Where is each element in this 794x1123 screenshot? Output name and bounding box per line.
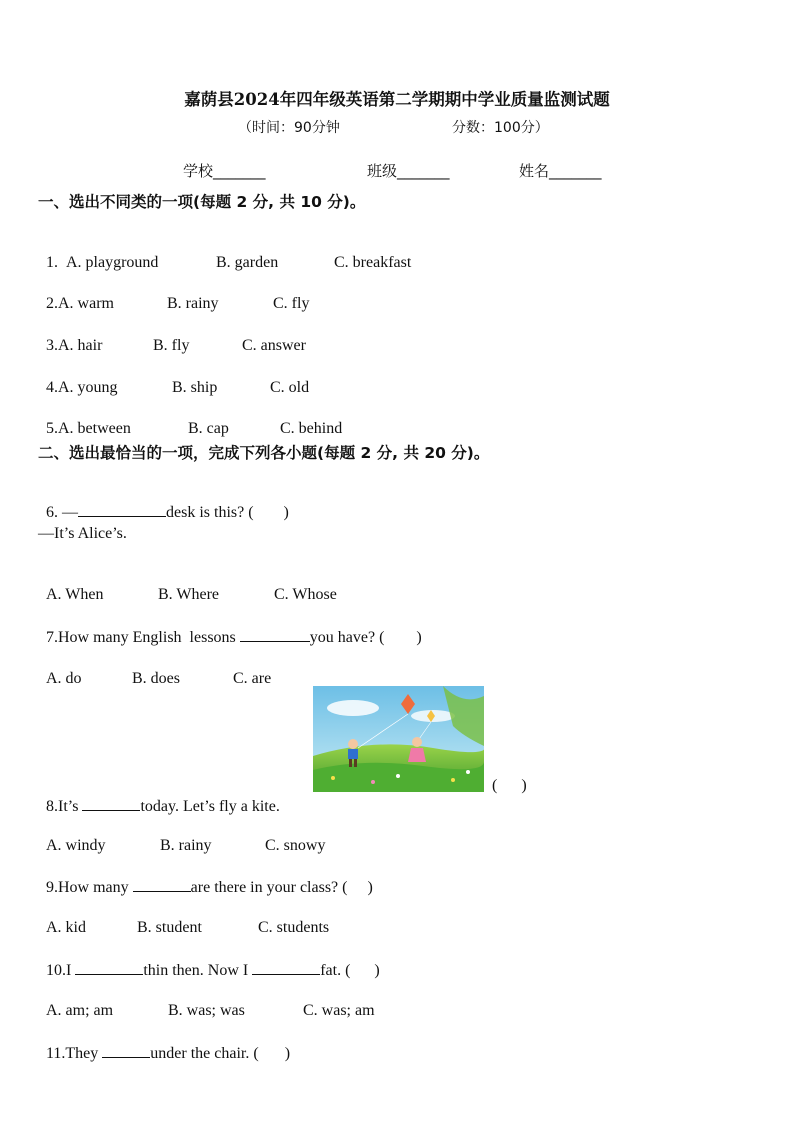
option-a: A. between [58, 420, 131, 437]
option-a: A. young [58, 379, 118, 396]
option-b: B. rainy [160, 837, 212, 854]
option-b: B. fly [153, 337, 190, 354]
question-1 [38, 233, 411, 273]
question-4 [38, 358, 309, 398]
question-5 [38, 399, 342, 439]
option-c: C. snowy [265, 837, 326, 854]
question-7 [38, 607, 422, 648]
option-c: C. answer [242, 337, 306, 354]
option-c: C. behind [280, 420, 343, 437]
stem: ) [367, 879, 373, 896]
stem: thin then. Now I [143, 962, 253, 979]
option-b: B. does [132, 670, 180, 687]
stem: under the chair. ( [150, 1045, 259, 1062]
stem: ) [374, 962, 380, 979]
answer-blank[interactable] [240, 627, 310, 642]
stem: desk is this? ( [166, 504, 254, 521]
question-9-options [38, 898, 329, 938]
stem: 6. — [46, 504, 78, 521]
q-num: 1. [46, 254, 58, 271]
option-a: A. do [46, 670, 82, 687]
option-c: C. are [233, 670, 272, 687]
answer-blank[interactable] [82, 796, 140, 811]
question-8-paren[interactable]: ( ) [492, 777, 527, 794]
exam-score: 分数：100分） [452, 120, 549, 136]
question-6-options [38, 565, 337, 605]
exam-time: （时间：90分钟 [238, 120, 340, 136]
option-a: A. playground [66, 254, 159, 271]
option-b: B. Where [158, 586, 220, 603]
question-10-options [38, 981, 375, 1021]
option-a: A. am; am [46, 1002, 114, 1019]
question-3 [38, 316, 306, 356]
stem: you have? ( [309, 629, 385, 646]
stem: ) [284, 1045, 291, 1062]
question-7-options [38, 649, 271, 689]
section2-heading: 二、选出最恰当的一项，完成下列各小题(每题 2 分, 共 20 分)。 [38, 444, 490, 462]
answer-blank[interactable] [252, 960, 320, 975]
option-b: B. garden [216, 254, 279, 271]
option-b: B. ship [172, 379, 218, 396]
option-a: A. kid [46, 919, 86, 936]
name-field: 姓名_______ [519, 162, 602, 180]
stem: 7.How many English lessons [46, 629, 240, 646]
class-field: 班级_______ [367, 162, 450, 180]
stem: 9.How many [46, 879, 133, 896]
answer-blank[interactable] [133, 877, 191, 892]
option-c: C. old [270, 379, 310, 396]
q-num: 5. [46, 420, 58, 437]
question-2 [38, 274, 309, 314]
section1-heading: 一、选出不同类的一项(每题 2 分, 共 10 分)。 [38, 193, 366, 211]
stem: ) [283, 504, 289, 521]
option-a: A. When [46, 586, 104, 603]
question-6-reply: —It’s Alice’s. [38, 525, 127, 542]
option-c: C. students [258, 919, 330, 936]
stem: 8.It’s [46, 798, 83, 815]
question-10 [38, 940, 380, 981]
option-b: B. student [137, 919, 202, 936]
stem: 10.I [46, 962, 76, 979]
option-b: B. was; was [168, 1002, 245, 1019]
option-b: B. cap [188, 420, 229, 437]
question-8 [38, 776, 280, 817]
option-c: C. fly [273, 295, 310, 312]
option-b: B. rainy [167, 295, 219, 312]
option-a: A. warm [58, 295, 114, 312]
question-9 [38, 857, 373, 898]
kite-scene-svg [313, 686, 484, 792]
q-num: 4. [46, 379, 58, 396]
answer-blank[interactable] [75, 960, 143, 975]
page-title: 嘉荫县2024年四年级英语第二学期期中学业质量监测试题 [184, 90, 610, 109]
option-c: C. was; am [303, 1002, 375, 1019]
question-6 [38, 482, 289, 523]
stem: ) [416, 629, 422, 646]
option-c: C. Whose [274, 586, 337, 603]
stem: fat. ( [320, 962, 351, 979]
stem: 11.They [46, 1045, 103, 1062]
question-11 [38, 1023, 290, 1064]
option-a: A. hair [58, 337, 103, 354]
question-8-options [38, 816, 325, 856]
answer-blank[interactable] [102, 1043, 150, 1058]
option-a: A. windy [46, 837, 106, 854]
q-num: 2. [46, 295, 58, 312]
school-field: 学校_______ [183, 162, 266, 180]
answer-blank[interactable] [78, 502, 166, 517]
stem: today. Let’s fly a kite. [140, 798, 280, 815]
stem: are there in your class? ( [190, 879, 348, 896]
kite-flying-illustration [313, 686, 484, 792]
q-num: 3. [46, 337, 58, 354]
option-c: C. breakfast [334, 254, 412, 271]
